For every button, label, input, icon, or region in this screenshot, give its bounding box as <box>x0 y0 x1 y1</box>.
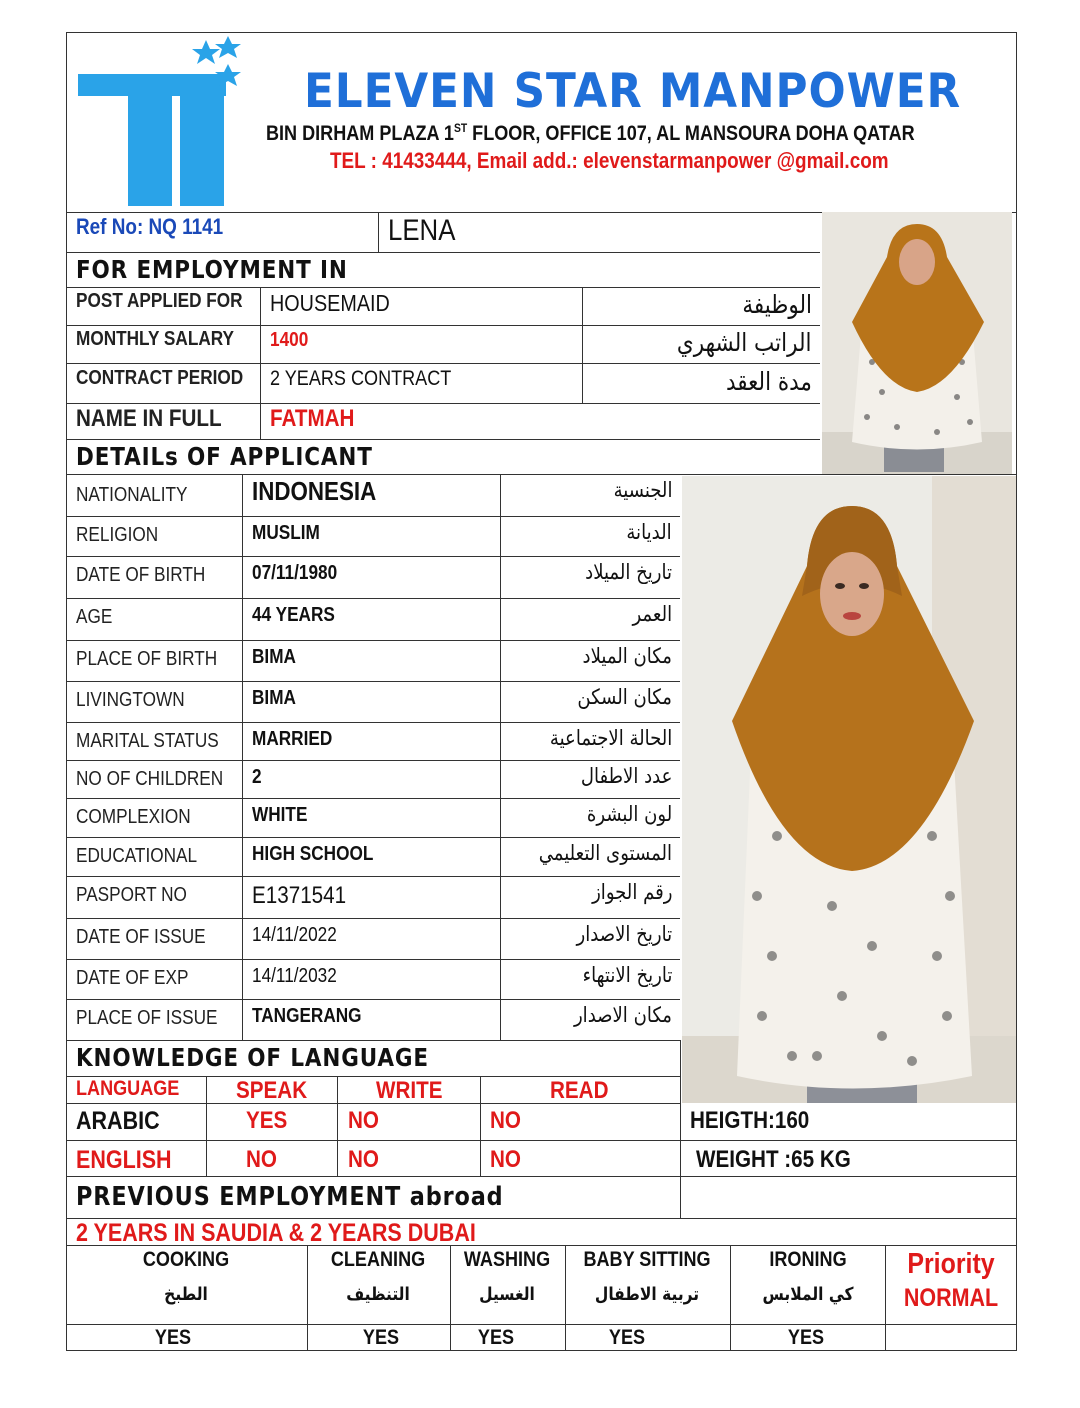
detail-label: MARITAL STATUS <box>76 730 219 752</box>
arabic-read: NO <box>490 1107 521 1134</box>
details-section-title: DETAILs OF APPLICANT <box>76 442 373 471</box>
priority-label: Priority <box>907 1248 995 1280</box>
speak-header: SPEAK <box>236 1077 308 1104</box>
row-line <box>66 363 820 364</box>
ref-number: Ref No: NQ 1141 <box>76 214 224 239</box>
skill-arabic: التنظيف <box>346 1284 410 1305</box>
detail-value: TANGERANG <box>252 1005 362 1027</box>
arabic-speak: YES <box>246 1107 288 1134</box>
col-line <box>680 1040 681 1218</box>
row-line <box>66 798 680 799</box>
skill-label: BABY SITTING <box>583 1248 711 1271</box>
detail-arabic: الحالة الاجتماعية <box>549 726 672 750</box>
detail-arabic: مكان الاصدار <box>573 1003 672 1027</box>
row-line <box>66 516 680 517</box>
detail-value: 14/11/2022 <box>252 924 337 946</box>
row-line <box>66 681 680 682</box>
col-line <box>206 1076 207 1176</box>
skill-value: YES <box>787 1326 825 1349</box>
detail-arabic: تاريخ الاصدار <box>576 922 672 946</box>
post-applied-label: POST APPLIED FOR <box>76 290 243 312</box>
row-line <box>66 837 680 838</box>
post-applied-arabic: الوظيفة <box>742 290 812 319</box>
language-arabic: ARABIC <box>76 1107 160 1135</box>
height-value: HEIGTH:160 <box>690 1107 810 1134</box>
post-applied-value: HOUSEMAID <box>270 290 390 316</box>
row-line <box>66 918 680 919</box>
detail-label: DATE OF EXP <box>76 967 189 989</box>
language-english: ENGLISH <box>76 1146 172 1174</box>
english-speak: NO <box>246 1146 277 1173</box>
company-logo <box>76 36 246 208</box>
col-line <box>885 1245 886 1351</box>
detail-arabic: تاريخ الميلاد <box>585 560 672 584</box>
monthly-salary-arabic: الراتب الشهري <box>677 328 812 357</box>
skill-value: YES <box>154 1326 192 1349</box>
detail-value: WHITE <box>252 804 308 826</box>
arabic-write: NO <box>348 1107 379 1134</box>
detail-label: PLACE OF BIRTH <box>76 648 218 670</box>
detail-value: 14/11/2032 <box>252 965 337 987</box>
detail-label: PLACE OF ISSUE <box>76 1007 218 1029</box>
col-line <box>500 474 501 1040</box>
monthly-salary-label: MONTHLY SALARY <box>76 328 235 350</box>
detail-label: DATE OF ISSUE <box>76 926 206 948</box>
row-line <box>66 598 680 599</box>
row-line <box>66 556 680 557</box>
row-line <box>66 999 680 1000</box>
write-header: WRITE <box>376 1077 443 1104</box>
monthly-salary-value: 1400 <box>270 329 309 351</box>
col-line <box>337 1076 338 1176</box>
col-line <box>480 1076 481 1176</box>
skill-value: YES <box>362 1326 400 1349</box>
weight-value: WEIGHT :65 KG <box>696 1146 851 1173</box>
detail-arabic: رقم الجواز <box>591 880 672 904</box>
detail-arabic: عدد الاطفال <box>580 764 672 788</box>
language-section-title: KNOWLEDGE OF LANGUAGE <box>76 1043 429 1072</box>
address-superscript: ST <box>453 121 468 135</box>
row-line <box>66 876 680 877</box>
col-line <box>242 474 243 1040</box>
skill-value: YES <box>608 1326 646 1349</box>
col-line <box>730 1245 731 1351</box>
row-line <box>66 252 820 253</box>
skill-label: WASHING <box>463 1248 551 1271</box>
fullname-value: FATMAH <box>270 405 355 432</box>
detail-value: MUSLIM <box>252 522 320 544</box>
skill-arabic: الغسيل <box>479 1284 535 1305</box>
detail-value: E1371541 <box>252 882 347 909</box>
skill-arabic: الطبخ <box>164 1284 208 1305</box>
contract-period-value: 2 YEARS CONTRACT <box>270 367 452 390</box>
detail-label: RELIGION <box>76 524 159 546</box>
detail-label: NO OF CHILDREN <box>76 768 224 790</box>
contract-period-label: CONTRACT PERIOD <box>76 367 244 389</box>
ref-divider <box>378 212 379 252</box>
detail-value: INDONESIA <box>252 476 377 506</box>
row-line <box>66 1245 1017 1246</box>
priority-value: NORMAL <box>903 1284 999 1312</box>
address-part-2: FLOOR, OFFICE 107, AL MANSOURA DOHA QATAR <box>467 122 915 145</box>
row-line <box>66 325 820 326</box>
detail-label: LIVINGTOWN <box>76 689 185 711</box>
row-line <box>66 474 1017 475</box>
row-line <box>66 959 680 960</box>
row-line <box>66 439 820 440</box>
detail-label: DATE OF BIRTH <box>76 564 206 586</box>
language-header: LANGUAGE <box>76 1077 180 1100</box>
company-name: ELEVEN STAR MANPOWER <box>304 64 962 119</box>
detail-arabic: مكان السكن <box>577 685 672 709</box>
col-line <box>565 1245 566 1351</box>
skill-label: CLEANING <box>330 1248 426 1271</box>
detail-value: 44 YEARS <box>252 604 335 626</box>
row-line <box>66 760 680 761</box>
detail-arabic: مكان الميلاد <box>582 644 672 668</box>
detail-arabic: تاريخ الانتهاء <box>582 963 672 987</box>
col-line <box>582 287 583 403</box>
detail-arabic: الجنسية <box>613 478 672 502</box>
col-line <box>307 1245 308 1351</box>
detail-label: EDUCATIONAL <box>76 845 198 867</box>
applicant-photo-large <box>682 476 1016 1103</box>
company-contact: TEL : 41433444, Email add.: elevenstarmanpower @gmail.com <box>330 148 889 173</box>
skill-value: YES <box>477 1326 515 1349</box>
read-header: READ <box>550 1077 609 1104</box>
employment-section-title: FOR EMPLOYMENT IN <box>76 255 348 284</box>
english-write: NO <box>348 1146 379 1173</box>
row-line <box>66 1176 1017 1177</box>
address-part: BIN DIRHAM PLAZA 1 <box>266 122 454 145</box>
skill-label: IRONING <box>769 1248 847 1271</box>
detail-arabic: المستوى التعليمي <box>538 841 672 865</box>
previous-section-title: PREVIOUS EMPLOYMENT abroad <box>76 1182 504 1212</box>
row-line <box>66 1040 680 1041</box>
detail-value: MARRIED <box>252 728 333 750</box>
detail-arabic: لون البشرة <box>586 802 672 826</box>
previous-employment-value: 2 YEARS IN SAUDIA & 2 YEARS DUBAI <box>76 1219 476 1247</box>
detail-label: AGE <box>76 606 113 628</box>
detail-label: COMPLEXION <box>76 806 191 828</box>
row-line <box>66 403 820 404</box>
row-line <box>66 640 680 641</box>
fullname-label: NAME IN FULL <box>76 405 222 432</box>
row-line <box>66 722 680 723</box>
detail-value: 2 <box>252 766 262 788</box>
col-line <box>450 1245 451 1351</box>
row-line <box>66 287 820 288</box>
row-line <box>66 1324 1017 1325</box>
applicant-short-name: LENA <box>388 214 456 247</box>
company-address <box>266 121 915 146</box>
applicant-photo-small <box>822 212 1012 474</box>
contract-period-arabic: مدة العقد <box>726 367 812 396</box>
detail-value: BIMA <box>252 687 296 709</box>
skill-label: COOKING <box>142 1248 230 1271</box>
detail-value: BIMA <box>252 646 296 668</box>
detail-arabic: الديانة <box>626 520 672 544</box>
english-read: NO <box>490 1146 521 1173</box>
skill-arabic: تربية الاطفال <box>594 1284 700 1305</box>
detail-value: HIGH SCHOOL <box>252 843 374 865</box>
detail-label: NATIONALITY <box>76 484 188 506</box>
skill-arabic: كي الملابس <box>762 1284 854 1305</box>
row-line <box>66 1140 1017 1141</box>
detail-value: 07/11/1980 <box>252 562 338 584</box>
detail-arabic: العمر <box>632 602 672 626</box>
detail-label: PASPORT NO <box>76 884 187 906</box>
